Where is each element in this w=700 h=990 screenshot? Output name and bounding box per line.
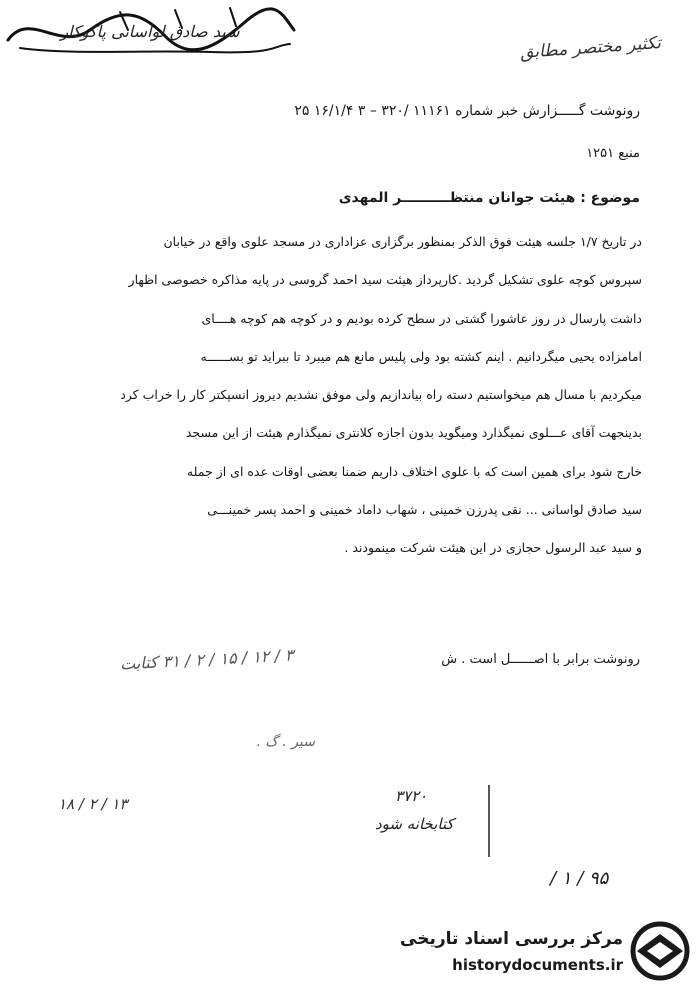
top-handwritten-note: تکثیر مختصر مطابق [519,33,662,63]
body-line: سید صادق لواسانی ... نقی پدرزن خمینی ، شهاب داماد خمینی و احمد پسر خمینـــی [207,502,642,518]
stamp-bracket [468,785,490,857]
signature-date: ۱۳ / ۲ / ۱۸ [58,795,128,813]
logo-persian-text: مرکز بررسی اسناد تاریخی [400,929,623,949]
stamp-note: کتابخانه شود [375,815,454,833]
subject-line: موضوع : هیئت جوانان منتظــــــــــر المهدی [338,190,640,206]
reference-line: رونوشت گـــــزارش خبر شماره ۱۱۱۶۱ /۳۲۰ – ۳ ۱۶/۱/۴ ۲۵ [294,103,640,119]
body-line: داشت پارسال در روز عاشورا گشتی در سطح کرده بودیم و در کوچه هم کوچه هــــای [201,310,642,326]
copy-statement: رونوشت برابر با اصــــــل است . ش [441,652,640,667]
body-line: بدینجهت آقای عـــلوی نمیگذارد ومیگوید بدون اجازه کلانتری نمیگذارم هیئت از این مسجد [185,425,642,441]
body-line: میکردیم با مسال هم میخواستیم دسته راه بیاندازیم ولی موفق نشدیم دیروز انسپکتر کار را خراب کرد [120,387,642,403]
body-line: خارج شود برای همین است که با علوی اختلاف داریم ضمنا بعضی اوقات عده ای از جمله [186,463,642,479]
archive-watermark [400,918,695,984]
handwritten-signature-icon [0,0,300,60]
archive-logo-icon [627,920,693,982]
copy-handwritten-note: ۳ / ۱۲ / ۱۵ / ۲ / ۳۱ کتابت [119,645,294,674]
body-line: در تاریخ ۱/۷ جلسه هیئت فوق الذکر بمنظور برگزاری عزاداری در مسجد علوی واقع در خیابان [163,234,642,249]
signature-text: سید صادق لواسانی پاکوکار [60,22,240,41]
bottom-number: ۹۵ / ۱ / [550,868,609,889]
logo-url-text: historydocuments.ir [452,956,623,974]
body-line: امامزاده یحیی میگردانیم . اینم کشته بود ولی پلیس مانع هم میبرد تا ببراید تو بســــــه [200,348,642,364]
stamp-number: ۳۷۲۰ [395,787,428,805]
body-line: سپروس کوچه علوی تشکیل گردید .کارپرداز هیئت سید احمد گروسی در پایه مذاکره خصوصی اظهار [128,272,642,288]
body-line: و سید عبد الرسول حجازی در این هیئت شرکت مینمودند . [344,540,642,556]
signature-label: سیر . گ . [256,734,315,750]
report-body [52,232,642,577]
sub-reference: منبع ۱۲۵۱ [586,146,640,161]
